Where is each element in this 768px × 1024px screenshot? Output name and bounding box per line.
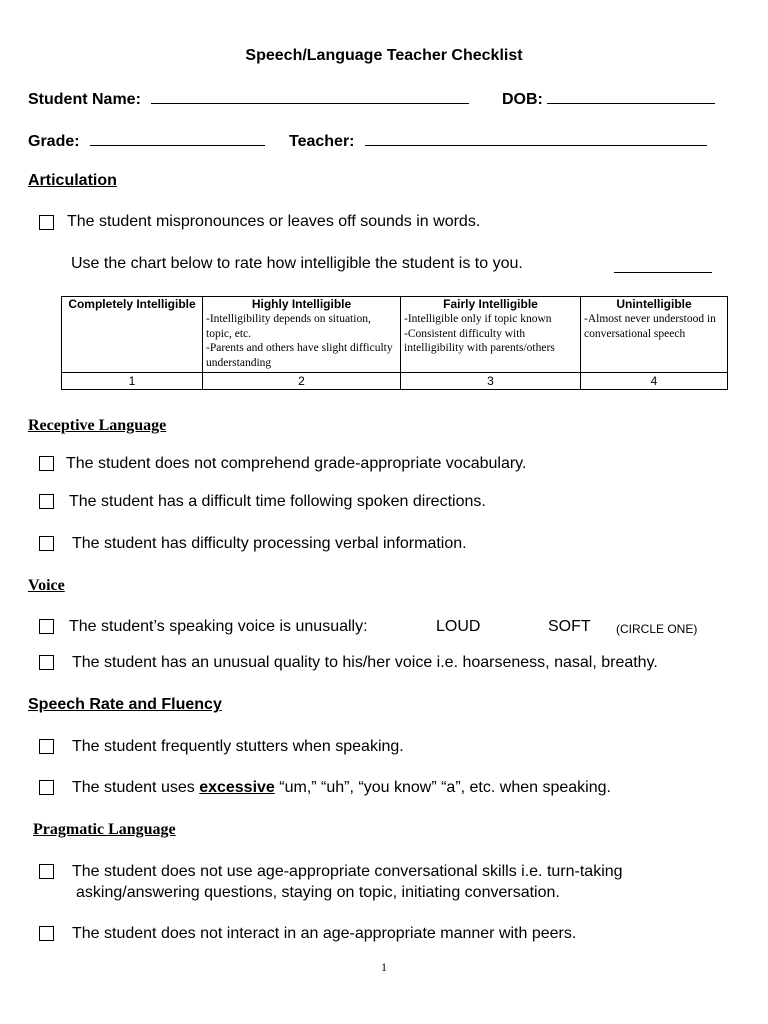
- rating-value-3: 3: [401, 373, 581, 390]
- item-vocabulary: The student does not comprehend grade-appropriate vocabulary.: [66, 455, 527, 472]
- receptive-heading: Receptive Language: [28, 417, 167, 434]
- rating-cell-2: [203, 297, 401, 373]
- rating-value-2: 2: [203, 373, 401, 390]
- page-number: 1: [381, 960, 387, 974]
- item-directions: The student has a difficult time following spoken directions.: [69, 493, 486, 510]
- articulation-heading: Articulation: [28, 172, 117, 189]
- item-verbal-processing: The student has difficulty processing verbal information.: [72, 535, 467, 552]
- rating-header-2: Highly Intelligible: [251, 297, 352, 311]
- item-fillers-suffix: “um,” “uh”, “you know” “a”, etc. when speaking.: [274, 779, 611, 796]
- rating-desc-2a: -Intelligibility depends on situation, topic, etc.: [206, 313, 371, 340]
- rating-header-1: Completely Intelligible: [68, 297, 196, 311]
- item-fillers-prefix: The student uses: [72, 779, 200, 796]
- intelligibility-instruction: Use the chart below to rate how intelligible the student is to you.: [71, 255, 523, 272]
- rating-cell-3: [401, 297, 581, 373]
- checkbox-mispronounces[interactable]: [39, 215, 54, 230]
- student-name-label: Student Name:: [28, 91, 141, 108]
- item-fillers-emphasis: excessive: [199, 779, 275, 796]
- rating-cell-1: [62, 297, 203, 373]
- student-name-field[interactable]: [151, 89, 469, 104]
- rating-desc-4a: -Almost never understood in conversational speech: [584, 313, 716, 340]
- intelligibility-rating-table: [61, 296, 728, 390]
- grade-label: Grade:: [28, 133, 80, 150]
- item-voice-quality: The student has an unusual quality to his/her voice i.e. hoarseness, nasal, breathy.: [72, 654, 658, 671]
- dob-field[interactable]: [547, 89, 715, 104]
- pragmatic-heading: Pragmatic Language: [33, 821, 176, 838]
- item-conversation-skills-line1: The student does not use age-appropriate conversational skills i.e. turn-taking: [72, 863, 623, 880]
- student-name-row: [28, 89, 469, 109]
- rating-cell-4: [581, 297, 728, 373]
- item-voice-volume: The student’s speaking voice is unusually:: [69, 618, 368, 635]
- fluency-heading: Speech Rate and Fluency: [28, 696, 222, 713]
- voice-heading: Voice: [28, 577, 65, 594]
- checkbox-stutters[interactable]: [39, 739, 54, 754]
- rating-desc-3b: -Consistent difficulty with intelligibility with parents/others: [404, 327, 555, 354]
- circle-one-note: (CIRCLE ONE): [616, 622, 698, 636]
- dob-label: DOB:: [502, 91, 543, 108]
- grade-row: [28, 131, 265, 151]
- dob-row: [502, 89, 715, 109]
- rating-desc-2b: -Parents and others have slight difficulty understanding: [206, 342, 393, 369]
- checkbox-voice-quality[interactable]: [39, 655, 54, 670]
- item-fillers: [72, 779, 611, 797]
- checkbox-verbal-processing[interactable]: [39, 536, 54, 551]
- rating-header-3: Fairly Intelligible: [443, 297, 538, 311]
- rating-header-4: Unintelligible: [616, 297, 692, 311]
- checkbox-vocabulary[interactable]: [39, 456, 54, 471]
- item-peer-interaction: The student does not interact in an age-appropriate manner with peers.: [72, 925, 577, 942]
- item-mispronounces: The student mispronounces or leaves off sounds in words.: [67, 213, 481, 230]
- checkbox-directions[interactable]: [39, 494, 54, 509]
- intelligibility-rating-field[interactable]: [614, 258, 712, 273]
- option-loud[interactable]: LOUD: [436, 618, 481, 635]
- rating-description-row: [62, 297, 728, 373]
- teacher-field[interactable]: [365, 131, 707, 146]
- rating-value-1: 1: [62, 373, 203, 390]
- option-soft[interactable]: SOFT: [548, 618, 591, 635]
- rating-value-4: 4: [581, 373, 728, 390]
- rating-desc-3a: -Intelligible only if topic known: [404, 313, 552, 325]
- page-title: Speech/Language Teacher Checklist: [245, 47, 523, 64]
- teacher-row: [289, 131, 707, 151]
- teacher-label: Teacher:: [289, 133, 355, 150]
- checkbox-fillers[interactable]: [39, 780, 54, 795]
- grade-field[interactable]: [90, 131, 265, 146]
- item-conversation-skills-line2: asking/answering questions, staying on topic, initiating conversation.: [76, 884, 560, 901]
- checkbox-conversation-skills[interactable]: [39, 864, 54, 879]
- rating-number-row: [62, 373, 728, 390]
- checkbox-voice-volume[interactable]: [39, 619, 54, 634]
- checkbox-peer-interaction[interactable]: [39, 926, 54, 941]
- item-stutters: The student frequently stutters when speaking.: [72, 738, 404, 755]
